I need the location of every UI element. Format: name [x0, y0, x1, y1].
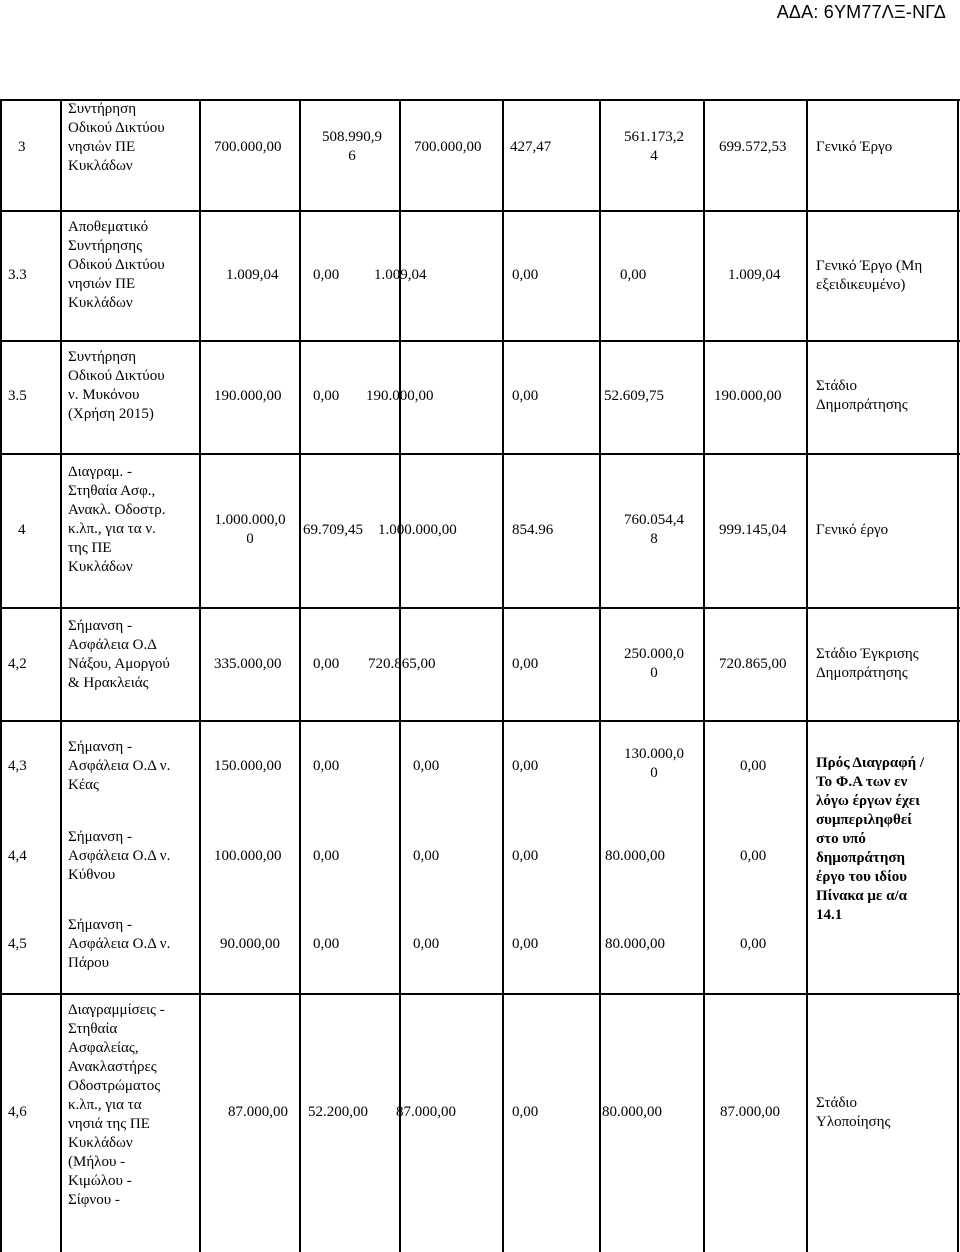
- cell-value: 999.145,04: [719, 522, 787, 538]
- cell-value: 700.000,00: [414, 139, 482, 155]
- cell-value: 760.054,4 8: [624, 512, 684, 547]
- project-description: Σήμανση - Ασφάλεια Ο.Δ Νάξου, Αμοργού & Ηρακλειάς: [68, 618, 170, 691]
- status-text: Στάδιο Έγκρισης Δημοπράτησης: [816, 646, 919, 681]
- cell-value: 0,00: [313, 388, 340, 404]
- status-text: Γενικό Έργο (Μη εξειδικευμένο): [816, 258, 923, 293]
- cell-value: 87.000,00: [228, 1104, 288, 1120]
- row-id: 3: [18, 139, 26, 155]
- cell-value: 0,00: [413, 848, 440, 864]
- row-id: 4,4: [8, 848, 27, 864]
- cell-value: 0,00: [512, 758, 539, 774]
- project-description: Συντήρηση Οδικού Δικτύου νησιών ΠΕ Κυκλάδων: [68, 101, 165, 174]
- cell-value: 0,00: [512, 656, 539, 672]
- cell-value: 1.009,04: [728, 267, 781, 283]
- cell-value: 1.009,04: [226, 267, 279, 283]
- row-divider: [0, 340, 960, 342]
- cell-value: 0,00: [740, 758, 767, 774]
- cell-value: 87.000,00: [396, 1104, 456, 1120]
- row-divider: [0, 607, 960, 609]
- row-divider: [0, 210, 960, 212]
- col-divider: [502, 99, 504, 1252]
- row-divider: [0, 993, 960, 995]
- cell-value: 1.000.000,0 0: [214, 512, 286, 547]
- cell-value: 0,00: [313, 758, 340, 774]
- cell-value: 0,00: [512, 848, 539, 864]
- cell-value: 720.865,00: [719, 656, 787, 672]
- cell-value: 0,00: [413, 936, 440, 952]
- status-text: Γενικό Έργο: [816, 139, 893, 155]
- merged-status-note: Πρός Διαγραφή / Το Φ.Α των εν λόγω έργων έχει συμπεριληφθεί στο υπό δημοπράτηση έργο του ιδίου Πίνακα με α/α 14.1: [816, 755, 925, 923]
- col-divider: [806, 99, 808, 1252]
- cell-value: 1.000.000,00: [378, 522, 457, 538]
- cell-value: 130.000,0 0: [624, 746, 684, 781]
- project-description: Σήμανση - Ασφάλεια Ο.Δ ν. Κέας: [68, 739, 171, 793]
- cell-value: 190.000,00: [714, 388, 782, 404]
- cell-value: 720.865,00: [368, 656, 436, 672]
- cell-value: 1.009,04: [374, 267, 427, 283]
- cell-value: 0,00: [313, 848, 340, 864]
- status-text: Στάδιο Δημοπράτησης: [816, 378, 908, 413]
- cell-value: 508.990,9 6: [322, 129, 382, 164]
- row-id: 4: [18, 522, 26, 538]
- cell-value: 190.000,00: [366, 388, 434, 404]
- cell-value: 0,00: [313, 656, 340, 672]
- cell-value: 0,00: [512, 936, 539, 952]
- status-text: Στάδιο Υλοποίησης: [816, 1095, 891, 1130]
- cell-value: 150.000,00: [214, 758, 282, 774]
- row-id: 3.3: [8, 267, 27, 283]
- cell-value: 80.000,00: [605, 848, 665, 864]
- col-divider: [299, 99, 301, 1252]
- row-id: 4,6: [8, 1104, 27, 1120]
- cell-value: 87.000,00: [720, 1104, 780, 1120]
- cell-value: 700.000,00: [214, 139, 282, 155]
- col-divider: [599, 99, 601, 1252]
- cell-value: 427,47: [510, 139, 552, 155]
- project-description: Σήμανση - Ασφάλεια Ο.Δ ν. Κύθνου: [68, 829, 171, 883]
- cell-value: 100.000,00: [214, 848, 282, 864]
- row-id: 4,3: [8, 758, 27, 774]
- cell-value: 52.200,00: [308, 1104, 368, 1120]
- cell-value: 190.000,00: [214, 388, 282, 404]
- row-divider: [0, 453, 960, 455]
- cell-value: 90.000,00: [220, 936, 280, 952]
- row-id: 4,5: [8, 936, 27, 952]
- cell-value: 0,00: [512, 1104, 539, 1120]
- col-divider: [0, 99, 2, 1252]
- cell-value: 699.572,53: [719, 139, 787, 155]
- cell-value: 250.000,0 0: [624, 646, 684, 681]
- cell-value: 52.609,75: [604, 388, 664, 404]
- cell-value: 0,00: [512, 267, 539, 283]
- col-divider: [60, 99, 62, 1252]
- cell-value: 335.000,00: [214, 656, 282, 672]
- project-description: Διαγραμ. - Στηθαία Ασφ., Ανακλ. Οδοστρ. κ.λπ., για τα ν. της ΠΕ Κυκλάδων: [68, 464, 166, 575]
- ada-code: ΑΔΑ: 6ΥΜ77ΛΞ-ΝΓΔ: [776, 2, 946, 22]
- col-divider: [957, 99, 959, 1252]
- cell-value: 0,00: [413, 758, 440, 774]
- cell-value: 0,00: [313, 936, 340, 952]
- project-description: Σήμανση - Ασφάλεια Ο.Δ ν. Πάρου: [68, 917, 171, 971]
- cell-value: 0,00: [620, 267, 647, 283]
- cell-value: 854.96: [512, 522, 554, 538]
- cell-value: 561.173,2 4: [624, 129, 684, 164]
- cell-value: 0,00: [512, 388, 539, 404]
- cell-value: 0,00: [313, 267, 340, 283]
- cell-value: 0,00: [740, 848, 767, 864]
- project-description: Συντήρηση Οδικού Δικτύου ν. Μυκόνου (Χρήση 2015): [68, 349, 165, 422]
- cell-value: 80.000,00: [605, 936, 665, 952]
- cell-value: 80.000,00: [602, 1104, 662, 1120]
- row-id: 3.5: [8, 388, 27, 404]
- row-divider: [0, 720, 960, 722]
- row-id: 4,2: [8, 656, 27, 672]
- status-text: Γενικό έργο: [816, 522, 889, 538]
- cell-value: 0,00: [740, 936, 767, 952]
- project-description: Αποθεματικό Συντήρησης Οδικού Δικτύου νησιών ΠΕ Κυκλάδων: [68, 219, 165, 311]
- project-description: Διαγραμμίσεις - Στηθαία Ασφαλείας, Ανακλαστήρες Οδοστρώματος κ.λπ., για τα νησιά της ΠΕ Κυκλάδων (Μήλου - Κιμώλου - Σίφνου -: [68, 1002, 165, 1208]
- cell-value: 69.709,45: [303, 522, 363, 538]
- col-divider: [199, 99, 201, 1252]
